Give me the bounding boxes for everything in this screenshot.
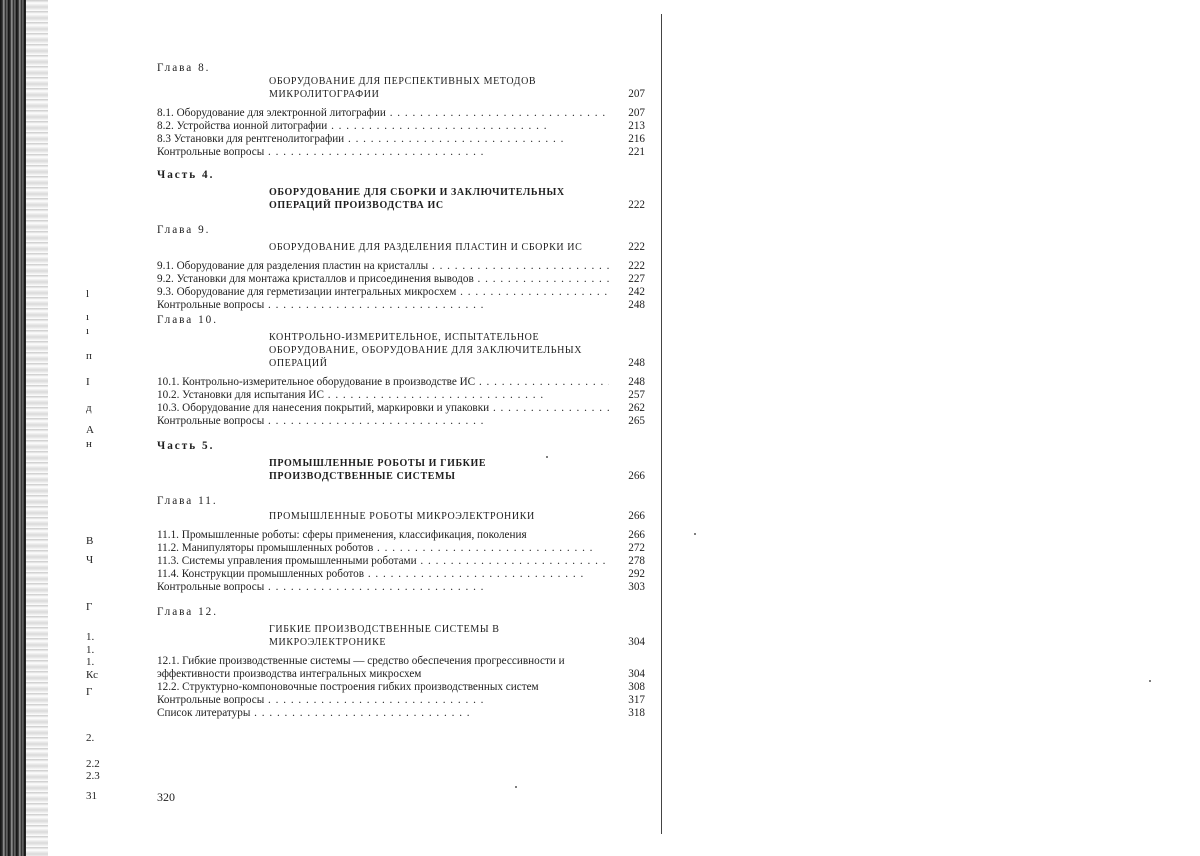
binding-shadow bbox=[26, 0, 48, 856]
toc-entry[interactable] bbox=[157, 707, 645, 720]
chapter-9-label: Глава 9. bbox=[157, 224, 211, 236]
margin-char: ı bbox=[86, 311, 90, 323]
toc-entry[interactable] bbox=[157, 273, 645, 286]
toc-entry-page: 213 bbox=[628, 120, 645, 132]
toc-entry-page: 227 bbox=[628, 273, 645, 285]
toc-entry[interactable] bbox=[157, 415, 645, 428]
toc-entry-text: 11.2. Манипуляторы промышленных роботов . . bbox=[157, 542, 609, 555]
chapter-10-title: КОНТРОЛЬНО-ИЗМЕРИТЕЛЬНОЕ, ИСПЫТАТЕЛЬНОЕ ОБОРУДОВАНИЕ, ОБОРУДОВАНИЕ ДЛЯ ЗАКЛЮЧИТЕЛЬНЫХ ОПЕРАЦИЙ bbox=[269, 332, 583, 369]
part-4-label: Часть 4. bbox=[157, 169, 215, 181]
toc-entry-text: Контрольные вопросы . . bbox=[157, 415, 609, 428]
chapter-12-title-row[interactable] bbox=[157, 623, 645, 649]
toc-entry[interactable] bbox=[157, 542, 645, 555]
scan-speck bbox=[515, 786, 517, 788]
toc-entry-page: 266 bbox=[628, 529, 645, 541]
chapter-10-label: Глава 10. bbox=[157, 314, 219, 326]
margin-char: 31 bbox=[86, 790, 97, 802]
chapter-12-label: Глава 12. bbox=[157, 606, 219, 618]
margin-char: н bbox=[86, 438, 92, 450]
toc-entry-page: 248 bbox=[628, 376, 645, 388]
toc-entry-text: Список литературы . . bbox=[157, 707, 609, 720]
chapter-8-label: Глава 8. bbox=[157, 62, 211, 74]
margin-char: I bbox=[86, 376, 90, 388]
margin-char: д bbox=[86, 402, 92, 414]
margin-char: Ч bbox=[86, 554, 94, 566]
toc-entry-text: 8.1. Оборудование для электронной литографии . . bbox=[157, 107, 609, 120]
margin-char: 1. bbox=[86, 644, 95, 656]
toc-entry-page: 303 bbox=[628, 581, 645, 593]
toc-entry[interactable] bbox=[157, 681, 645, 694]
toc-entry-text: 12.1. Гибкие производственные системы — средство обеспечения прогрессивности и эффективности производства интегральных микросхем bbox=[157, 655, 565, 680]
toc-entry-text: 10.3. Оборудование для нанесения покрытий, маркировки и упаковки . . bbox=[157, 402, 609, 415]
chapter-9-title-row[interactable] bbox=[157, 241, 645, 254]
chapter-9-page: 222 bbox=[628, 241, 645, 253]
part-5-page: 266 bbox=[628, 470, 645, 482]
toc-entry[interactable] bbox=[157, 286, 645, 299]
toc-entry-text: 12.2. Структурно-компоновочные построения гибких производственных систем bbox=[157, 681, 539, 693]
margin-char: Кс bbox=[86, 669, 98, 681]
margin-char: Г bbox=[86, 601, 93, 613]
part-5-title-row[interactable] bbox=[157, 457, 645, 483]
chapter-11-title: ПРОМЫШЛЕННЫЕ РОБОТЫ МИКРОЭЛЕКТРОНИКИ bbox=[269, 511, 535, 522]
toc-entry[interactable] bbox=[157, 146, 645, 159]
toc-entry-text: 11.1. Промышленные роботы: сферы применения, классификация, поколения bbox=[157, 529, 527, 541]
margin-char: 2. bbox=[86, 732, 95, 744]
part-5-title: ПРОМЫШЛЕННЫЕ РОБОТЫ И ГИБКИЕ ПРОИЗВОДСТВЕННЫЕ СИСТЕМЫ bbox=[269, 458, 487, 482]
chapter-9-title: ОБОРУДОВАНИЕ ДЛЯ РАЗДЕЛЕНИЯ ПЛАСТИН И СБОРКИ ИС bbox=[269, 242, 583, 253]
toc-entry-page: 216 bbox=[628, 133, 645, 145]
chapter-10-title-row[interactable] bbox=[157, 331, 645, 370]
toc-entry-text: Контрольные вопросы . . bbox=[157, 694, 609, 707]
toc-entry-text: 9.3. Оборудование для герметизации интегральных микросхем . . bbox=[157, 286, 609, 299]
page-fold-line bbox=[661, 14, 662, 834]
toc-entry-text: 11.4. Конструкции промышленных роботов . . bbox=[157, 568, 609, 581]
scan-speck bbox=[546, 456, 548, 458]
toc-entry-text: 11.3. Системы управления промышленными роботами . . bbox=[157, 555, 609, 568]
toc-entry[interactable] bbox=[157, 133, 645, 146]
part-4-page: 222 bbox=[628, 199, 645, 211]
toc-entry[interactable] bbox=[157, 568, 645, 581]
margin-char: п bbox=[86, 350, 92, 362]
toc-entry-page: 292 bbox=[628, 568, 645, 580]
toc-entry-text: 8.2. Устройства ионной литографии . . bbox=[157, 120, 609, 133]
toc-entry-page: 318 bbox=[628, 707, 645, 719]
toc-entry[interactable] bbox=[157, 694, 645, 707]
margin-char: ı bbox=[86, 325, 90, 337]
toc-entry-page: 221 bbox=[628, 146, 645, 158]
toc-entry-page: 242 bbox=[628, 286, 645, 298]
scan-speck bbox=[694, 533, 696, 535]
toc-entry-page: 265 bbox=[628, 415, 645, 427]
chapter-10-page: 248 bbox=[628, 357, 645, 369]
toc-entry-page: 308 bbox=[628, 681, 645, 693]
toc-entry-page: 207 bbox=[628, 107, 645, 119]
margin-char: В bbox=[86, 535, 94, 547]
chapter-11-label: Глава 11. bbox=[157, 495, 218, 507]
chapter-8-page: 207 bbox=[628, 88, 645, 100]
toc-entry-page: 317 bbox=[628, 694, 645, 706]
margin-char: 2.3 bbox=[86, 770, 100, 782]
toc-entry-text: 10.1. Контрольно-измерительное оборудование в производстве ИС . . bbox=[157, 376, 609, 389]
book-binding-edge bbox=[0, 0, 26, 856]
chapter-12-page: 304 bbox=[628, 636, 645, 648]
toc-entry-text: Контрольные вопросы . . bbox=[157, 146, 609, 159]
toc-entry[interactable] bbox=[157, 376, 645, 389]
toc-entry[interactable] bbox=[157, 402, 645, 415]
part-5-label: Часть 5. bbox=[157, 440, 215, 452]
page-number: 320 bbox=[157, 790, 175, 804]
scan-speck bbox=[1149, 680, 1151, 682]
chapter-8-title-row[interactable] bbox=[157, 75, 645, 101]
toc-entry-page: 248 bbox=[628, 299, 645, 311]
toc-entry[interactable] bbox=[157, 299, 645, 312]
toc-entry[interactable] bbox=[157, 655, 645, 681]
toc-entry[interactable] bbox=[157, 555, 645, 568]
margin-char: 2.2 bbox=[86, 758, 100, 770]
toc-entry-page: 272 bbox=[628, 542, 645, 554]
margin-char: 1. bbox=[86, 656, 95, 668]
left-page-bleed-text bbox=[86, 0, 116, 856]
table-of-contents bbox=[157, 56, 645, 720]
toc-entry-page: 222 bbox=[628, 260, 645, 272]
toc-entry-page: 278 bbox=[628, 555, 645, 567]
toc-entry-text: 8.3 Установки для рентгенолитографии . . bbox=[157, 133, 609, 146]
margin-char: Г bbox=[86, 686, 93, 698]
toc-entry-text: Контрольные вопросы . . bbox=[157, 299, 609, 312]
part-4-title-row[interactable] bbox=[157, 186, 645, 212]
toc-entry[interactable] bbox=[157, 529, 645, 542]
toc-entry-text: 10.2. Установки для испытания ИС . . bbox=[157, 389, 609, 402]
toc-entry-text: 9.2. Установки для монтажа кристаллов и присоединения выводов . . bbox=[157, 273, 609, 286]
margin-char: l bbox=[86, 288, 90, 300]
chapter-11-title-row[interactable] bbox=[157, 510, 645, 523]
toc-entry-page: 262 bbox=[628, 402, 645, 414]
chapter-8-title: ОБОРУДОВАНИЕ ДЛЯ ПЕРСПЕКТИВНЫХ МЕТОДОВ МИКРОЛИТОГРАФИИ bbox=[269, 76, 537, 100]
toc-entry-text: Контрольные вопросы . . bbox=[157, 581, 609, 594]
toc-entry-text: 9.1. Оборудование для разделения пластин на кристаллы . . bbox=[157, 260, 609, 273]
toc-entry-page: 304 bbox=[628, 668, 645, 680]
margin-char: 1. bbox=[86, 631, 95, 643]
chapter-11-page: 266 bbox=[628, 510, 645, 522]
toc-entry[interactable] bbox=[157, 389, 645, 402]
toc-entry[interactable] bbox=[157, 260, 645, 273]
part-4-title: ОБОРУДОВАНИЕ ДЛЯ СБОРКИ И ЗАКЛЮЧИТЕЛЬНЫХ ОПЕРАЦИЙ ПРОИЗВОДСТВА ИС bbox=[269, 187, 565, 211]
toc-entry[interactable] bbox=[157, 581, 645, 594]
toc-entry[interactable] bbox=[157, 120, 645, 133]
toc-entry-page: 257 bbox=[628, 389, 645, 401]
chapter-12-title: ГИБКИЕ ПРОИЗВОДСТВЕННЫЕ СИСТЕМЫ В МИКРОЭЛЕКТРОНИКЕ bbox=[269, 624, 500, 648]
toc-entry[interactable] bbox=[157, 107, 645, 120]
margin-char: А bbox=[86, 424, 94, 436]
